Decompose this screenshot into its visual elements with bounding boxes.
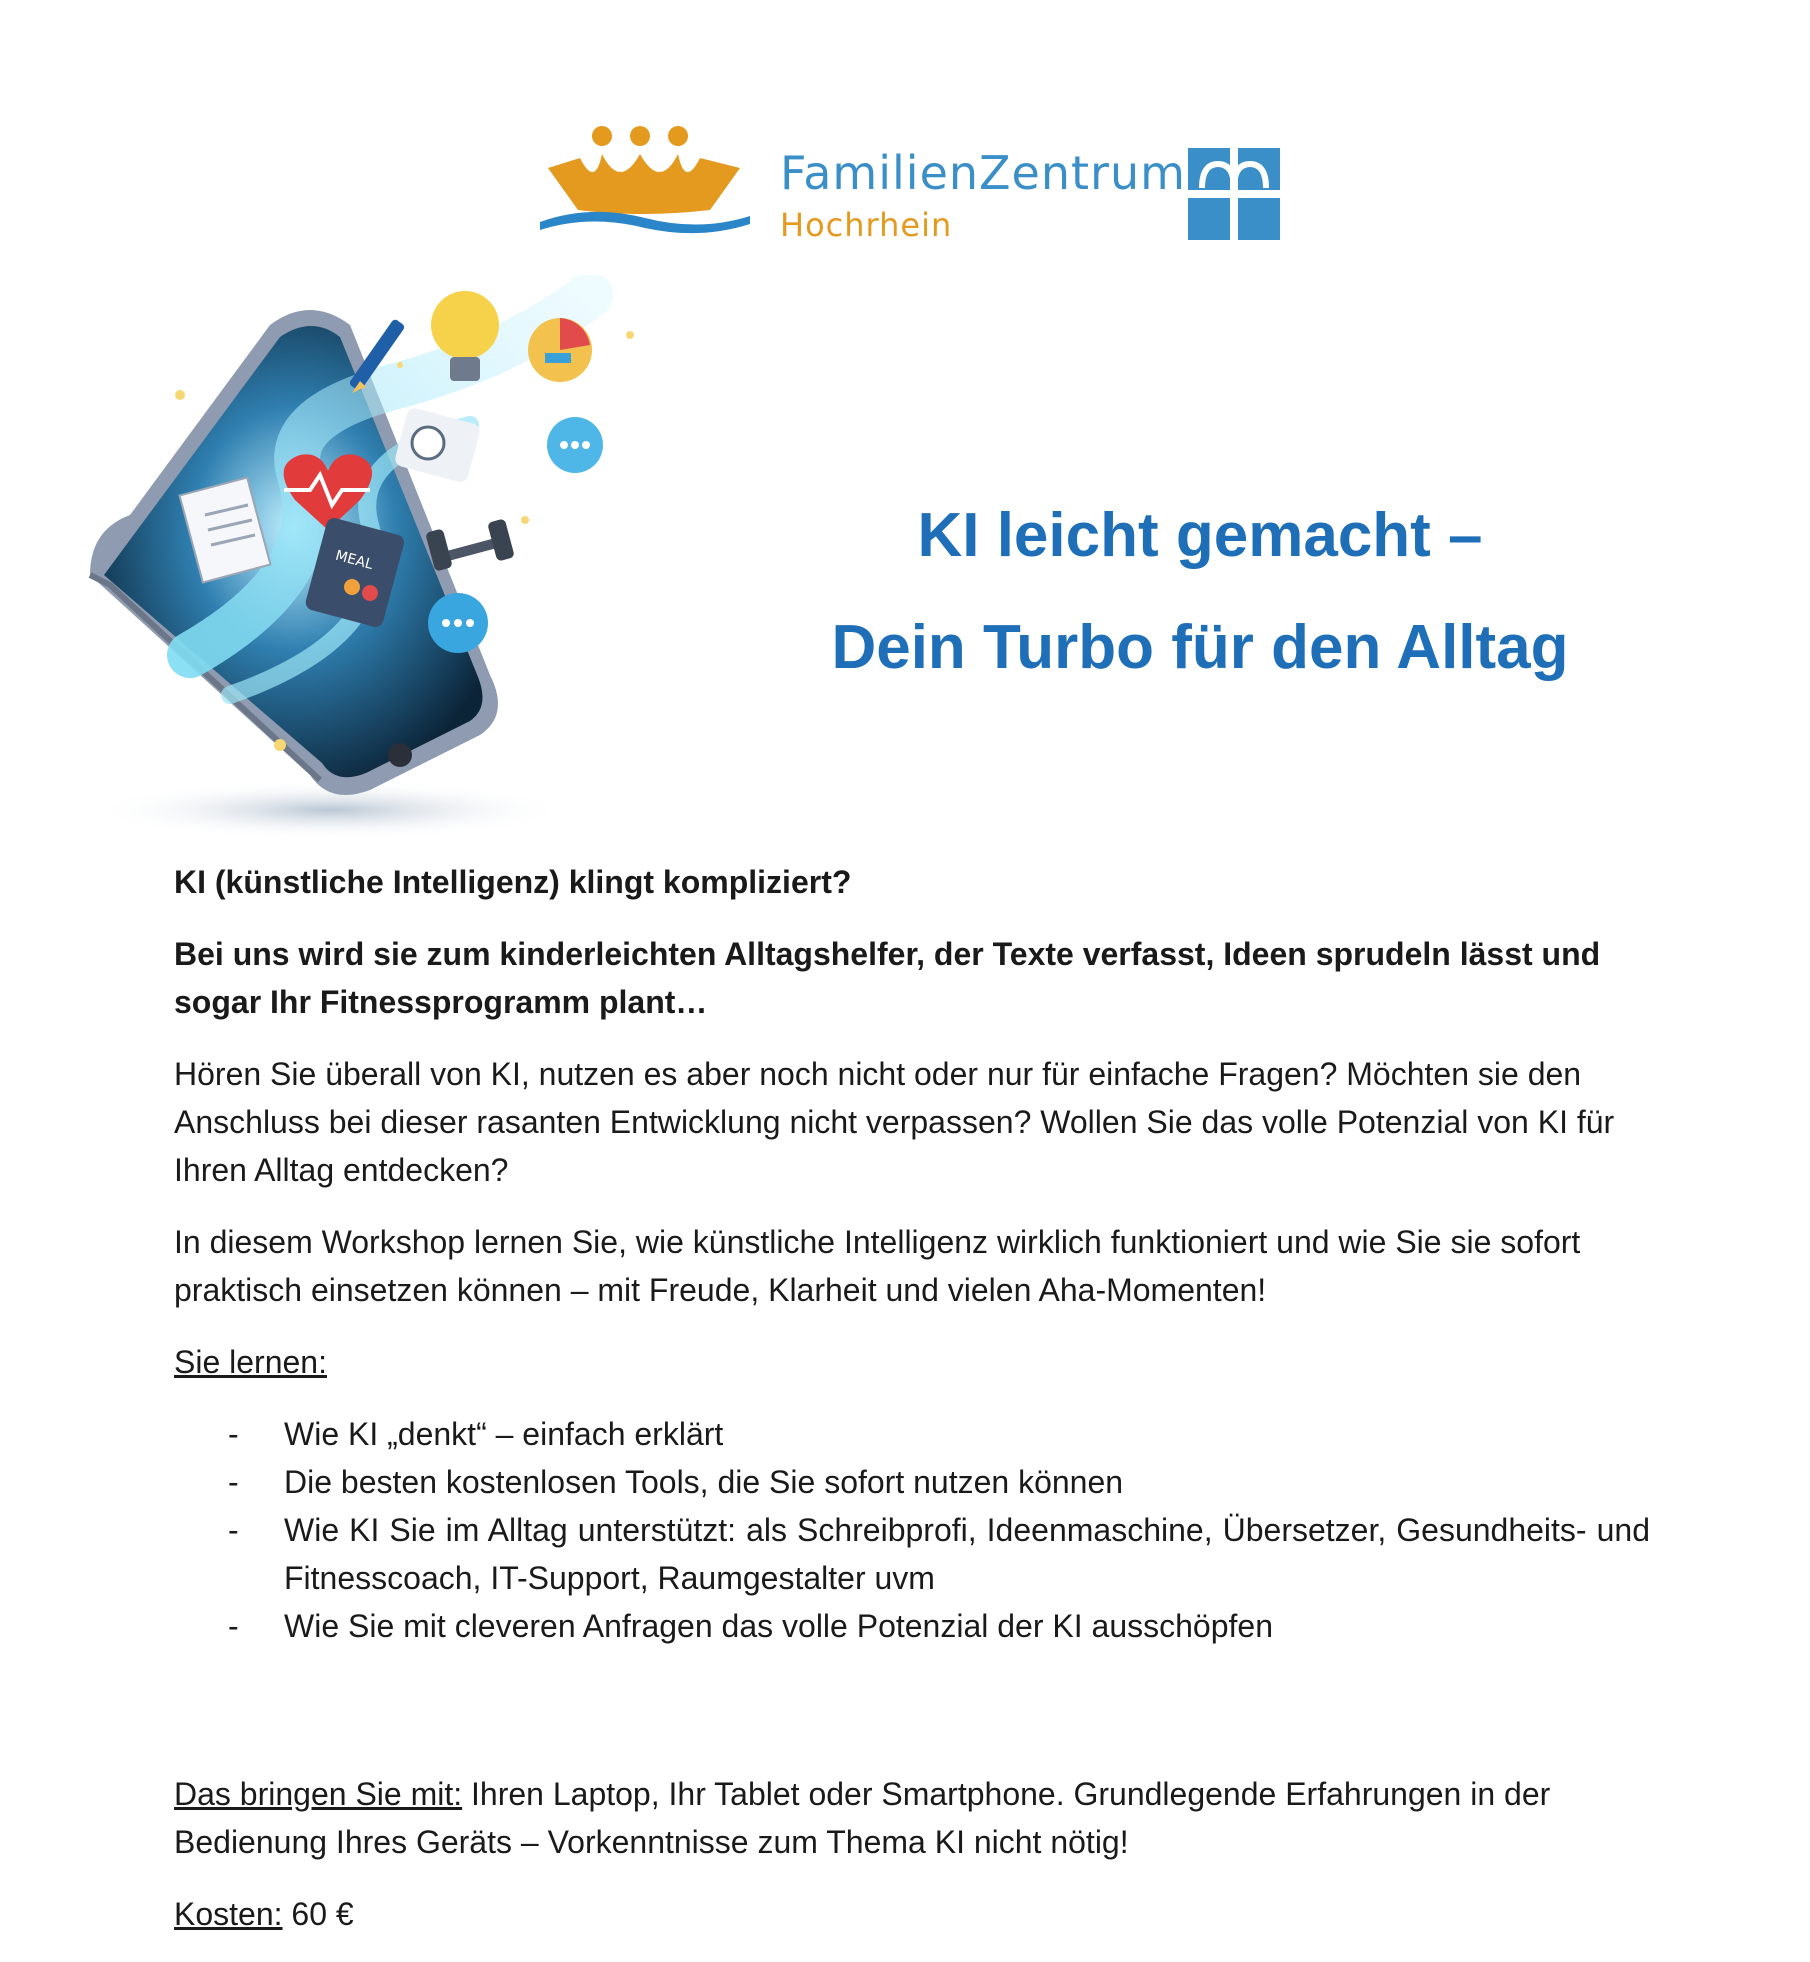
learn-list (174, 1410, 1650, 1650)
logo-subtitle: Hochrhein (780, 206, 953, 244)
list-item: - Die besten kostenlosen Tools, die Sie sofort nutzen können (174, 1458, 1650, 1506)
list-item: - Wie KI „denkt“ – einfach erklärt (174, 1410, 1650, 1458)
familienzentrum-logo (540, 118, 1280, 248)
cost-paragraph (174, 1890, 1650, 1938)
headline-line-2: Dein Turbo für den Alltag (831, 613, 1569, 682)
chart-icon (528, 318, 592, 382)
intro-bold: Bei uns wird sie zum kinderleichten Alltagshelfer, der Texte verfasst, Ideen sprudeln lässt und sogar Ihr Fitnessprogramm plant… (174, 936, 1601, 1020)
dumbbell-icon (425, 518, 515, 571)
cost-label: Kosten: (174, 1896, 283, 1932)
intro-question: KI (künstliche Intelligenz) klingt kompliziert? (174, 864, 852, 900)
logo-name: FamilienZentrum (780, 146, 1186, 200)
list-marker: - (228, 1464, 239, 1500)
list-item: - Wie Sie mit cleveren Anfragen das volle Potenzial der KI ausschöpfen (174, 1602, 1650, 1650)
learn-heading: Sie lernen: (174, 1344, 327, 1380)
diakonie-cross-icon (1188, 148, 1280, 240)
cost-value: 60 € (282, 1896, 354, 1932)
bring-paragraph (174, 1770, 1650, 1866)
list-marker: - (228, 1512, 239, 1548)
list-marker: - (228, 1608, 239, 1644)
paragraph-2: In diesem Workshop lernen Sie, wie künstliche Intelligenz wirklich funktioniert und wie Sie sie sofort praktisch einsetzen können – mit Freude, Klarheit und vielen Aha-Momenten! (174, 1224, 1581, 1308)
headline-line-1: KI leicht gemacht – (917, 501, 1483, 570)
list-item: - Wie KI Sie im Alltag unterstützt: als Schreibprofi, Ideenmaschine, Übersetzer, Gesundheits- und Fitnesscoach, IT-Support, Raumgestalter uvm (174, 1506, 1650, 1602)
ai-smartphone-illustration (70, 275, 710, 840)
body-content (174, 858, 1650, 1962)
svg-text:MEAL: MEAL (333, 547, 375, 574)
headline (780, 480, 1620, 704)
paragraph-1: Hören Sie überall von KI, nutzen es aber noch nicht oder nur für einfache Fragen? Möchten sie den Anschluss bei dieser rasanten Entwicklung nicht verpassen? Wollen Sie das volle Potenzial von KI für Ihren Alltag entdecken? (174, 1056, 1615, 1188)
family-boat-logo-icon (540, 118, 750, 248)
bring-text: Ihren Laptop, Ihr Tablet oder Smartphone. Grundlegende Erfahrungen in der Bedienung Ihres Geräts – Vorkenntnisse zum Thema KI nicht nötig! (174, 1776, 1551, 1860)
list-marker: - (228, 1416, 239, 1452)
bring-label: Das bringen Sie mit: (174, 1776, 463, 1812)
